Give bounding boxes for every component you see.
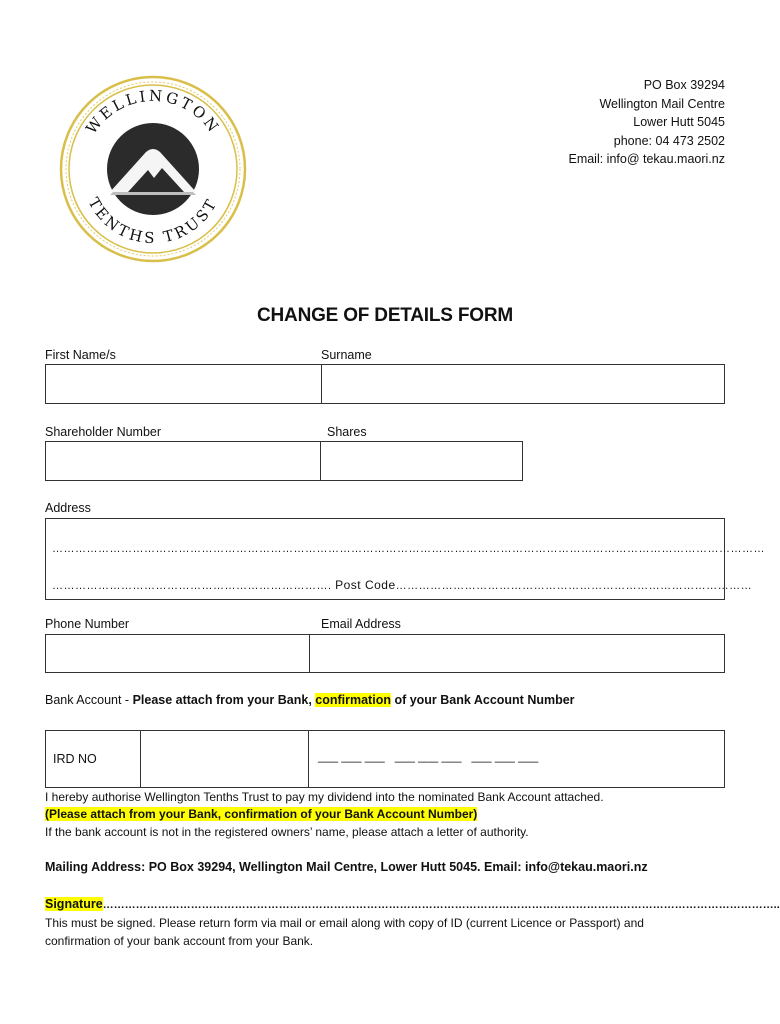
surname-label: Surname bbox=[321, 348, 372, 362]
authority-text: If the bank account is not in the registered owners’ name, please attach a letter of authority. bbox=[45, 825, 529, 839]
address-line-2-dots: ………………………………………………………………. bbox=[52, 580, 332, 592]
address-label: Address bbox=[45, 501, 91, 515]
confirmation-highlight: confirmation bbox=[315, 693, 391, 707]
post-code-label: Post Code bbox=[335, 578, 396, 592]
contact-city: Lower Hutt 5045 bbox=[633, 115, 725, 129]
signature-label: Signature bbox=[45, 897, 103, 911]
shareholder-number-field[interactable] bbox=[45, 441, 321, 481]
bank-account-label: Bank Account - bbox=[45, 693, 133, 707]
signature-line[interactable] bbox=[45, 897, 780, 911]
contact-mail-centre: Wellington Mail Centre bbox=[599, 96, 725, 111]
contact-phone: phone: 04 473 2502 bbox=[613, 133, 725, 148]
phone-number-field[interactable] bbox=[45, 634, 310, 673]
bank-attach-text: Please attach from your Bank, bbox=[132, 693, 316, 707]
contact-po-box: PO Box 39294 bbox=[643, 78, 725, 92]
address-line-1: …………………………………………………………………………………………………………………………………………………………………… bbox=[52, 543, 765, 555]
first-name-field[interactable] bbox=[45, 364, 322, 404]
address-line-2 bbox=[52, 578, 753, 592]
bank-attach-text-end: of your Bank Account Number bbox=[390, 693, 575, 707]
shares-label: Shares bbox=[327, 425, 367, 439]
ird-no-field[interactable] bbox=[141, 731, 308, 787]
first-name-label: First Name/s bbox=[45, 348, 116, 362]
mailing-address: Mailing Address: PO Box 39294, Wellington Mail Centre, Lower Hutt 5045. Email: info@tekau.maori.nz bbox=[45, 860, 648, 874]
signature-dots: ………………………………………………………………………………………………………………………………………………………………….. bbox=[102, 899, 780, 911]
bank-account-instruction bbox=[45, 693, 575, 707]
attach-highlight: (Please attach from your Bank, confirmation of your Bank Account Number) bbox=[45, 807, 478, 821]
form-title: CHANGE OF DETAILS FORM bbox=[257, 305, 513, 326]
bank-table-divider bbox=[308, 730, 309, 788]
shares-field[interactable] bbox=[320, 441, 523, 481]
logo-top-text: WELLINGTON bbox=[82, 86, 224, 138]
contact-details bbox=[465, 76, 725, 169]
bank-account-number-field[interactable]: ___ ___ ___ ___ ___ ___ ___ ___ ___ bbox=[318, 749, 539, 763]
authorise-text: I hereby authorise Wellington Tenths Trust to pay my dividend into the nominated Bank Account attached. bbox=[45, 790, 604, 804]
logo-seal bbox=[58, 74, 248, 264]
email-address-field[interactable] bbox=[309, 634, 725, 673]
logo-bottom-text: TENTHS TRUST bbox=[84, 194, 222, 248]
post-code-dots: ………………………………………………………………………………… bbox=[395, 580, 753, 592]
signed-note-line-1: This must be signed. Please return form via mail or email along with copy of ID (current Licence or Passport) and bbox=[45, 916, 644, 930]
surname-field[interactable] bbox=[321, 364, 725, 404]
contact-email: Email: info@ tekau.maori.nz bbox=[568, 152, 725, 166]
email-address-label: Email Address bbox=[321, 617, 401, 631]
ird-no-label: IRD NO bbox=[53, 752, 97, 766]
shareholder-number-label: Shareholder Number bbox=[45, 425, 162, 439]
signed-note-line-2: confirmation of your bank account from your Bank. bbox=[45, 934, 314, 948]
wellington-tenths-trust-logo bbox=[58, 74, 248, 264]
attach-instruction bbox=[45, 807, 477, 821]
phone-number-label: Phone Number bbox=[45, 617, 130, 631]
